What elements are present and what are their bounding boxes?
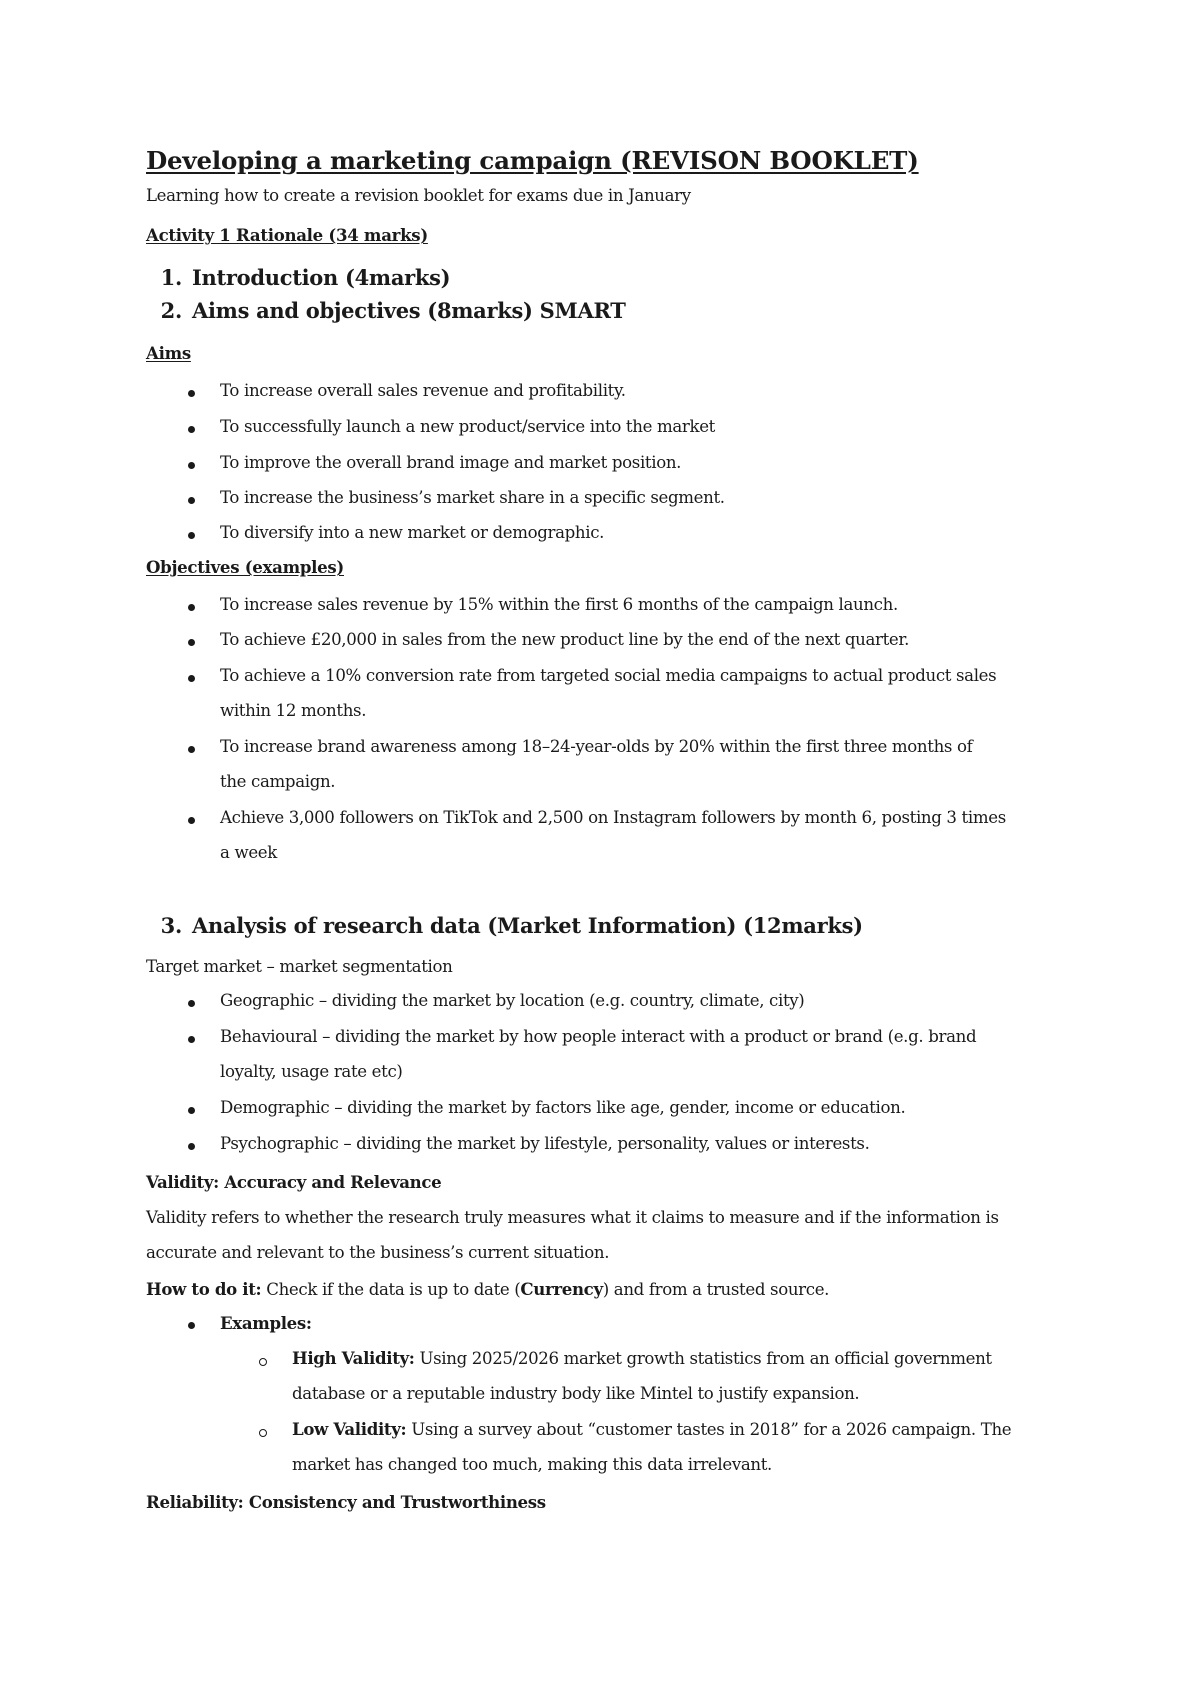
list-item-continuation: the campaign. xyxy=(220,772,336,791)
heading-text: Introduction (4marks) xyxy=(192,265,451,290)
heading-text: Aims and objectives (8marks) SMART xyxy=(192,298,626,323)
bullet-icon xyxy=(188,462,195,469)
bullet-icon xyxy=(188,1000,195,1007)
list-item: To diversify into a new market or demographic. xyxy=(220,523,605,542)
high-validity-label: High Validity: xyxy=(292,1348,415,1368)
list-item-continuation: loyalty, usage rate etc) xyxy=(220,1062,403,1081)
bullet-icon xyxy=(188,604,195,611)
list-item-continuation: a week xyxy=(220,843,277,862)
list-item: Psychographic – dividing the market by lifestyle, personality, values or interests. xyxy=(220,1134,870,1153)
list-item: To increase the business’s market share in a specific segment. xyxy=(220,488,725,507)
bullet-icon xyxy=(188,390,195,397)
list-item: Behavioural – dividing the market by how people interact with a product or brand (e.g. brand xyxy=(220,1027,977,1046)
bullet-icon xyxy=(188,1322,195,1329)
list-item: To increase brand awareness among 18–24-year-olds by 20% within the first three months of xyxy=(220,737,973,756)
list-item: To achieve £20,000 in sales from the new product line by the end of the next quarter. xyxy=(220,630,910,649)
low-validity-label: Low Validity: xyxy=(292,1419,407,1439)
how-to-label: How to do it: xyxy=(146,1279,262,1299)
validity-paragraph-line-1: Validity refers to whether the research truly measures what it claims to measure and if the information is xyxy=(146,1208,999,1227)
heading-aims-objectives xyxy=(146,298,626,323)
intro-text: Learning how to create a revision booklet for exams due in January xyxy=(146,186,691,205)
list-item: To improve the overall brand image and market position. xyxy=(220,453,682,472)
list-item: To successfully launch a new product/service into the market xyxy=(220,417,715,436)
list-item: To increase sales revenue by 15% within the first 6 months of the campaign launch. xyxy=(220,595,898,614)
objectives-label: Objectives (examples) xyxy=(146,557,344,577)
heading-introduction xyxy=(146,265,450,290)
heading-research-analysis xyxy=(146,913,863,938)
heading-number: 3. xyxy=(160,913,182,938)
list-item: To achieve a 10% conversion rate from targeted social media campaigns to actual product sales xyxy=(220,666,997,685)
aims-label: Aims xyxy=(146,343,191,363)
list-item-continuation: within 12 months. xyxy=(220,701,367,720)
heading-number: 1. xyxy=(160,265,182,290)
how-to-text: Check if the data is up to date ( xyxy=(261,1280,521,1299)
segmentation-label: Target market – market segmentation xyxy=(146,957,453,976)
high-validity-text: Using 2025/2026 market growth statistics from an official government xyxy=(414,1349,992,1368)
validity-heading: Validity: Accuracy and Relevance xyxy=(146,1172,442,1192)
low-validity-text: Using a survey about “customer tastes in 2018” for a 2026 campaign. The xyxy=(406,1420,1012,1439)
bullet-icon xyxy=(188,1107,195,1114)
bullet-icon xyxy=(188,1036,195,1043)
bullet-icon xyxy=(188,1143,195,1150)
bullet-icon xyxy=(188,746,195,753)
validity-paragraph-line-2: accurate and relevant to the business’s current situation. xyxy=(146,1243,610,1262)
list-item: Geographic – dividing the market by location (e.g. country, climate, city) xyxy=(220,991,805,1010)
high-validity-line-2: database or a reputable industry body like Mintel to justify expansion. xyxy=(292,1384,860,1403)
currency-term: Currency xyxy=(520,1279,603,1299)
bullet-icon xyxy=(188,426,195,433)
reliability-heading: Reliability: Consistency and Trustworthiness xyxy=(146,1492,546,1512)
list-item: Achieve 3,000 followers on TikTok and 2,500 on Instagram followers by month 6, posting 3 times xyxy=(220,808,1006,827)
activity-heading: Activity 1 Rationale (34 marks) xyxy=(146,225,428,245)
document-title: Developing a marketing campaign (REVISON BOOKLET) xyxy=(146,146,919,175)
circle-bullet-icon xyxy=(259,1429,267,1437)
bullet-icon xyxy=(188,532,195,539)
how-to-text-end: ) and from a trusted source. xyxy=(602,1280,830,1299)
low-validity-line-1 xyxy=(292,1419,1011,1439)
bullet-icon xyxy=(188,817,195,824)
bullet-icon xyxy=(188,675,195,682)
list-item: To increase overall sales revenue and profitability. xyxy=(220,381,626,400)
bullet-icon xyxy=(188,497,195,504)
bullet-icon xyxy=(188,639,195,646)
how-to-do-it-line xyxy=(146,1277,829,1302)
circle-bullet-icon xyxy=(259,1358,267,1366)
examples-label: Examples: xyxy=(220,1313,312,1333)
heading-text: Analysis of research data (Market Information) (12marks) xyxy=(192,913,863,938)
list-item: Demographic – dividing the market by factors like age, gender, income or education. xyxy=(220,1098,906,1117)
high-validity-line-1 xyxy=(292,1348,992,1368)
low-validity-line-2: market has changed too much, making this data irrelevant. xyxy=(292,1455,772,1474)
heading-number: 2. xyxy=(160,298,182,323)
